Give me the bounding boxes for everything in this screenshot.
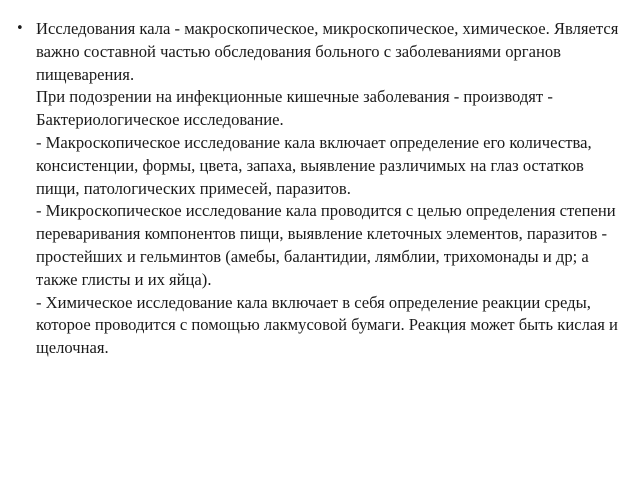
paragraph-macroscopic: - Макроскопическое исследование кала включает определение его количества, консистенции, формы, цвета, запаха, выявление различимых на глаз остатков пищи, патологических примесей, паразитов. — [36, 132, 592, 198]
paragraph-intro: Исследования кала - макроскопическое, микроскопическое, химическое. Является важно составной частью обследования больного с заболеваниями органов пищеварения. — [36, 19, 619, 84]
bullet-item — [14, 18, 620, 360]
paragraph-bacteriological: При подозрении на инфекционные кишечные заболевания - производят - Бактериологическое исследование. — [36, 87, 553, 130]
bullet-marker: • — [16, 21, 24, 36]
paragraph-microscopic: - Микроскопическое исследование кала проводится с целью определения степени переваривания компонентов пищи, выявление клеточных элементов, паразитов - простейших и гельминтов (амебы, балантидии, лямблии, трихомонады и др; а также глисты и их яйца). — [36, 201, 616, 289]
bullet-list — [14, 18, 620, 360]
paragraph-chemical: - Химическое исследование кала включает в себя определение реакции среды, которое проводится с помощью лакмусовой бумаги. Реакция может быть кислая и щелочная. — [36, 292, 618, 358]
